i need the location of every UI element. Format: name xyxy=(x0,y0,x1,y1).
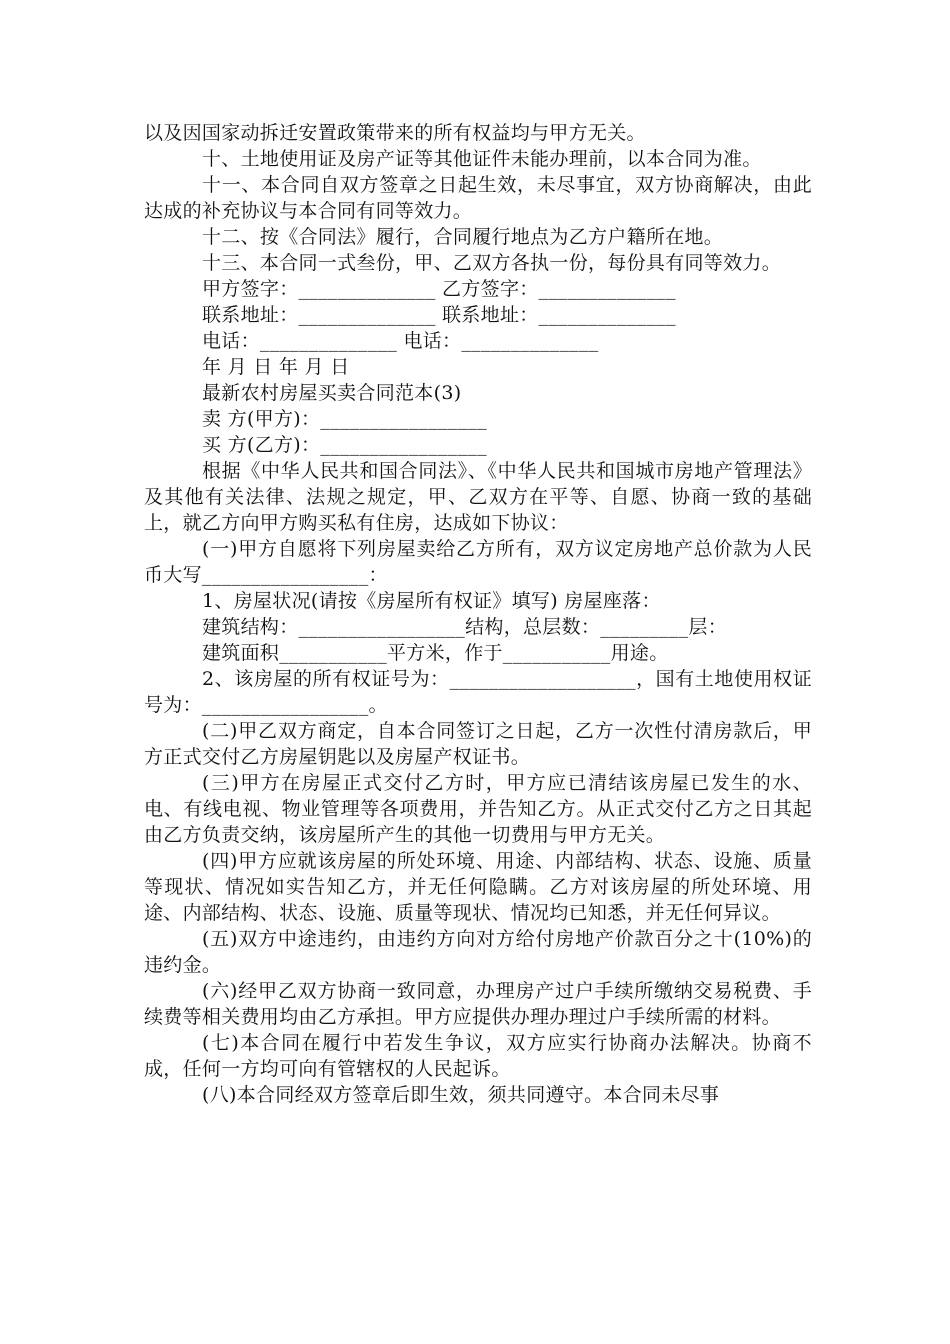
paragraph: (四)甲方应就该房屋的所处环境、用途、内部结构、状态、设施、质量等现状、情况如实告知乙方，并无任何隐瞒。乙方对该房屋的所处环境、用途、内部结构、状态、设施、质量等现状、情况均已知悉，并无任何异议。 xyxy=(144,850,812,924)
paragraph: 1、房屋状况(请按《房屋所有权证》填写) 房屋座落： xyxy=(202,590,661,612)
paragraph: (三)甲方在房屋正式交付乙方时，甲方应已清结该房屋已发生的水、电、有线电视、物业管理等各项费用，并告知乙方。从正式交付乙方之日其起由乙方负责交纳，该房屋所产生的其他一切费用与甲方无关。 xyxy=(144,772,812,846)
paragraph: (七)本合同在履行中若发生争议，双方应实行协商办法解决。协商不成，任何一方均可向有管辖权的人民起诉。 xyxy=(144,1032,812,1080)
paragraph: 建筑面积___________平方米，作于___________用途。 xyxy=(202,642,669,664)
buyer-line: 买 方(乙方)：_________________ xyxy=(202,434,487,456)
paragraph: (一)甲方自愿将下列房屋卖给乙方所有，双方议定房地产总价款为人民币大写_________________： xyxy=(144,538,812,586)
seller-line: 卖 方(甲方)：_________________ xyxy=(202,408,487,430)
paragraph: 十一、本合同自双方签章之日起生效，未尽事宜，双方协商解决，由此达成的补充协议与本合同有同等效力。 xyxy=(144,174,812,222)
paragraph: 建筑结构：_________________结构，总层数：_________层： xyxy=(202,616,728,638)
paragraph: 2、该房屋的所有权证号为：___________________，国有土地使用权证号为：_________________。 xyxy=(144,668,812,716)
paragraph: 十、土地使用证及房产证等其他证件未能办理前，以本合同为准。 xyxy=(202,148,762,170)
document-body xyxy=(144,120,812,1108)
section-title: 最新农村房屋买卖合同范本(3) xyxy=(202,382,462,404)
paragraph: 十二、按《合同法》履行，合同履行地点为乙方户籍所在地。 xyxy=(202,226,724,248)
address-line: 联系地址：______________ 联系地址：______________ xyxy=(202,304,676,326)
paragraph: 十三、本合同一式叁份，甲、乙双方各执一份，每份具有同等效力。 xyxy=(202,252,782,274)
paragraph: 以及因国家动拆迁安置政策带来的所有权益均与甲方无关。 xyxy=(144,122,646,144)
phone-line: 电话：______________ 电话：______________ xyxy=(202,330,599,352)
signature-line: 甲方签字：______________ 乙方签字：______________ xyxy=(202,278,676,300)
paragraph: (六)经甲乙双方协商一致同意，办理房产过户手续所缴纳交易税费、手续费等相关费用均由乙方承担。甲方应提供办理办理过户手续所需的材料。 xyxy=(144,980,812,1028)
date-line: 年 月 日 年 月 日 xyxy=(202,356,350,378)
paragraph: 根据《中华人民共和国合同法》、《中华人民共和国城市房地产管理法》及其他有关法律、法规之规定，甲、乙双方在平等、自愿、协商一致的基础上，就乙方向甲方购买私有住房，达成如下协议： xyxy=(144,460,812,534)
paragraph: (五)双方中途违约，由违约方向对方给付房地产价款百分之十(10%)的违约金。 xyxy=(144,928,812,976)
paragraph: (八)本合同经双方签章后即生效，须共同遵守。本合同未尽事 xyxy=(202,1084,720,1106)
paragraph: (二)甲乙双方商定，自本合同签订之日起，乙方一次性付清房款后，甲方正式交付乙方房屋钥匙以及房屋产权证书。 xyxy=(144,720,812,768)
